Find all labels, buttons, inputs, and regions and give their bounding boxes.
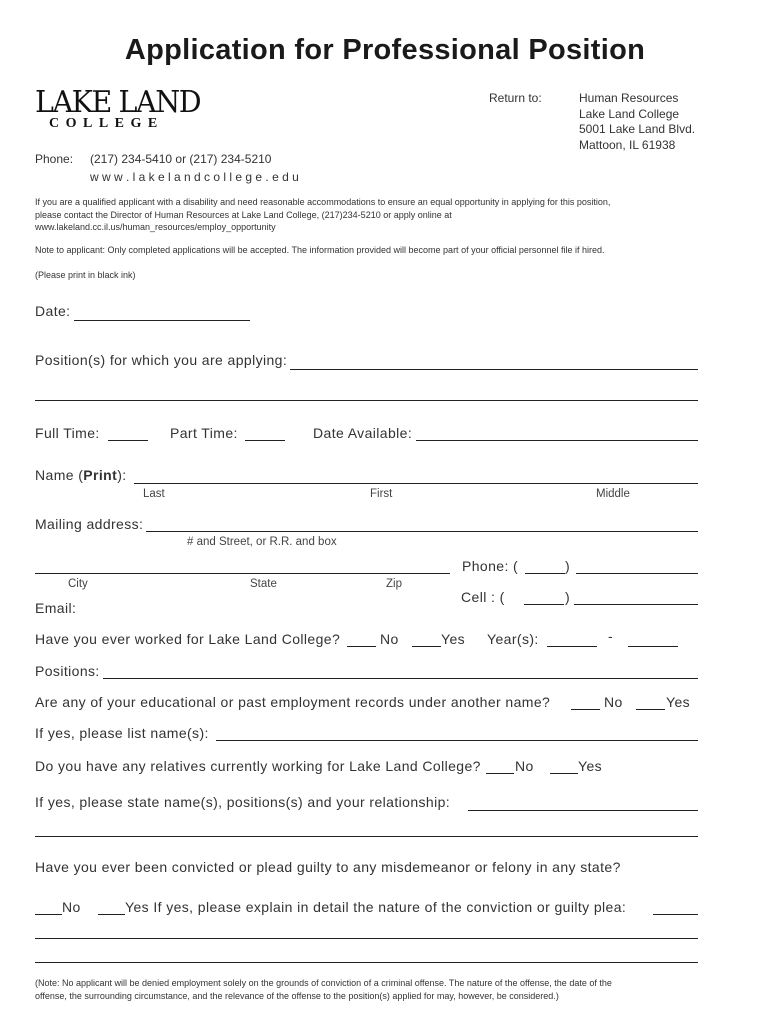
conviction-explain-input-2[interactable] [35,922,695,937]
other-name-no-label: No [604,694,623,710]
notice-link[interactable]: www.lakeland.cc.il.us/human_resources/employ_opportunity [35,222,276,232]
website-link[interactable]: w w w . l a k e l a n d c o l l e g e . e d u [90,170,299,184]
worked-yes-blank[interactable] [412,646,441,647]
name-last-hint: Last [143,488,165,500]
page-title: Application for Professional Position [124,34,646,66]
logo-wordmark: LAKE LAND [35,85,201,120]
conviction-question: Have you ever been convicted or plead guilty to any misdemeanor or felony in any state? [35,859,621,875]
other-name-yes-label: Yes [666,694,691,710]
part-time-underline [245,440,285,441]
name-underline [134,483,698,484]
conviction-yes-explain: Yes If yes, please explain in detail the nature of the conviction or guilty plea: [125,899,627,915]
relatives-question: Do you have any relatives currently working for Lake Land College? [35,758,481,774]
worked-question: Have you ever worked for Lake Land College? [35,631,341,647]
relatives-detail-label: If yes, please state name(s), positions(s) and your relationship: [35,794,451,810]
conviction-no-label: No [62,899,81,915]
date-input[interactable] [76,302,248,317]
list-names-input[interactable] [218,724,696,739]
email-label: Email: [35,600,77,616]
name-label [35,467,127,483]
name-prefix: Name ( [35,467,84,483]
phone-number-underline [576,573,698,574]
years-label: Year(s): [487,631,539,647]
applicant-note: Note to applicant: Only completed applications will be accepted. The information provided will become part of your official personnel file if hired. [35,245,605,255]
return-to-label: Return to: [489,91,542,105]
part-time-label: Part Time: [170,425,238,441]
conviction-explain-input[interactable] [655,898,696,913]
cell-paren: ) [565,589,571,605]
email-input[interactable] [84,600,444,615]
date-underline [74,320,250,321]
years-from-underline [547,646,597,647]
ink-note: (Please print in black ink) [35,270,136,280]
state-hint: State [250,578,277,590]
address-line: Human Resources [579,91,679,105]
positions-input[interactable] [105,662,696,677]
return-address [579,91,695,153]
phone-area-underline [525,573,565,574]
full-time-input[interactable] [109,424,147,439]
positions-applying-input-2[interactable] [35,384,695,399]
footer-line: (Note: No applicant will be denied employment solely on the grounds of conviction of a criminal offense. The nature of the offense, the date of the [35,978,612,988]
address-line: 5001 Lake Land Blvd. [579,122,696,136]
relatives-no-label: No [515,758,534,774]
date-available-underline [416,440,698,441]
conviction-yes-blank[interactable] [98,914,125,915]
positions-underline-2 [35,400,698,401]
name-input[interactable] [136,466,696,481]
cell-area-input[interactable] [526,589,562,604]
other-name-question: Are any of your educational or past employment records under another name? [35,694,551,710]
list-names-label: If yes, please list name(s): [35,725,209,741]
positions-label: Positions: [35,663,100,679]
phone-field-label: Phone: ( [462,558,519,574]
notice-line: If you are a qualified applicant with a disability and need reasonable accommodations to ensure an equal opportunity in applying for this position, [35,197,611,207]
phone-label: Phone: [35,152,74,166]
zip-hint: Zip [386,578,402,590]
years-to-underline [628,646,678,647]
conviction-explain-input-3[interactable] [35,946,695,961]
worked-yes-label: Yes [441,631,466,647]
other-name-no-blank[interactable] [571,709,600,710]
mailing-input[interactable] [148,515,696,530]
footer-line: offense, the surrounding circumstance, and the relevance of the offense to the position(s) applied for may, however, be considered.) [35,990,559,1001]
name-first-hint: First [370,488,393,500]
notice-line: please contact the Director of Human Resources at Lake Land College, (217)234-5210 or apply online at [35,209,452,220]
disability-notice [35,196,725,234]
positions-field-underline [103,678,698,679]
name-middle-hint: Middle [596,488,630,500]
city-underline [35,573,450,574]
worked-no-blank[interactable] [347,646,376,647]
relatives-detail-input[interactable] [470,793,696,808]
address-line: Lake Land College [579,106,680,121]
address-line: Mattoon, IL 61938 [579,137,676,152]
phone-number-input[interactable] [578,557,696,572]
street-hint: # and Street, or R.R. and box [187,536,337,548]
conviction-explain-underline-2 [35,938,698,939]
relatives-no-blank[interactable] [486,773,514,774]
date-label: Date: [35,303,71,319]
positions-applying-label: Position(s) for which you are applying: [35,352,288,368]
cell-number-input[interactable] [576,589,696,604]
name-suffix: ): [117,467,127,483]
name-print: Print [83,467,118,483]
date-available-input[interactable] [418,424,696,439]
logo-subtitle: COLLEGE [49,116,164,131]
phone-area-input[interactable] [527,557,563,572]
relatives-detail-underline-2 [35,836,698,837]
positions-underline [290,369,698,370]
cell-area-underline [524,604,564,605]
phone-value: (217) 234-5410 or (217) 234-5210 [90,152,272,166]
positions-applying-input[interactable] [292,352,696,367]
conviction-explain-underline [653,914,698,915]
conviction-explain-underline-3 [35,962,698,963]
mailing-underline [146,531,698,532]
relatives-yes-label: Yes [578,758,603,774]
years-to-input[interactable] [630,630,676,645]
cell-label: Cell : ( [461,589,505,605]
footer-note [35,977,725,1002]
list-names-underline [216,740,698,741]
relatives-detail-underline [468,810,698,811]
full-time-underline [108,440,148,441]
date-available-label: Date Available: [313,425,413,441]
phone-paren: ) [565,558,571,574]
conviction-no-blank[interactable] [35,914,62,915]
mailing-label: Mailing address: [35,516,144,532]
years-from-input[interactable] [549,630,595,645]
worked-no-label: No [380,631,399,647]
full-time-label: Full Time: [35,425,100,441]
years-dash: - [608,628,614,644]
relatives-detail-input-2[interactable] [35,820,695,835]
other-name-yes-blank[interactable] [636,709,665,710]
part-time-input[interactable] [246,424,284,439]
city-hint: City [68,578,88,590]
relatives-yes-blank[interactable] [550,773,578,774]
city-state-zip-input[interactable] [35,557,447,572]
cell-number-underline [574,604,698,605]
